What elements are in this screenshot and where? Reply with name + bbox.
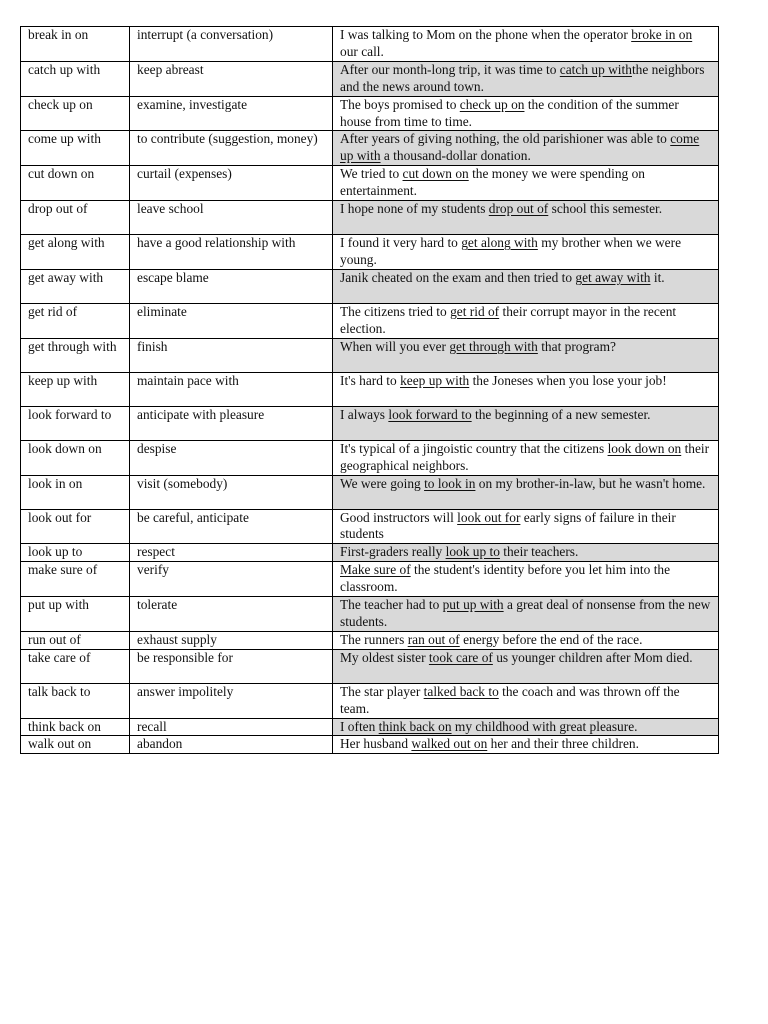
meaning-cell: recall [130,718,333,736]
meaning-cell: visit (somebody) [130,475,333,509]
example-cell [333,131,719,166]
example-text: energy before the end of the race. [459,631,643,647]
meaning-cell: eliminate [130,303,333,338]
example-text: the coach and was thrown off the team. [340,683,680,716]
example-text: early signs of failure in their students [340,509,676,542]
example-text: I always [340,406,389,422]
example-text: the money we were spending on entertainment. [340,166,645,199]
phrasal-verb-usage: talked back to [423,683,499,699]
example-cell [333,440,719,475]
example-text: it. [650,269,665,285]
phrasal-verb-cell: take care of [21,649,130,683]
example-cell [333,631,719,649]
example-text: I often [340,718,379,734]
phrasal-verb-cell: look in on [21,475,130,509]
table-row [21,562,719,597]
meaning-cell: finish [130,338,333,372]
example-cell [333,61,719,96]
example-cell [333,96,719,131]
example-cell [333,475,719,509]
example-text: It's hard to [340,372,401,388]
example-text: We were going [340,475,425,491]
phrasal-verb-usage: get along with [461,235,538,251]
example-cell [333,562,719,597]
phrasal-verb-cell: get along with [21,235,130,270]
phrasal-verb-usage: check up on [459,96,525,112]
example-text: It's typical of a jingoistic country that the citizens [340,440,608,456]
example-text: The runners [340,631,408,647]
table-row [21,235,719,270]
phrasal-verb-cell: come up with [21,131,130,166]
example-text: our call. [340,43,384,59]
example-cell [333,406,719,440]
example-text: Her husband [340,736,412,752]
phrasal-verb-cell: look up to [21,544,130,562]
phrasal-verb-cell: keep up with [21,372,130,406]
meaning-cell: exhaust supply [130,631,333,649]
phrasal-verb-cell: check up on [21,96,130,131]
meaning-cell: verify [130,562,333,597]
table-row [21,509,719,544]
example-text: the condition of the summer house from time to time. [340,96,679,129]
table-row [21,166,719,201]
phrasal-verb-usage: get rid of [450,303,500,319]
example-cell [333,201,719,235]
example-text: their teachers. [499,544,579,560]
example-cell [333,303,719,338]
example-text: my childhood with great pleasure. [451,718,638,734]
table-row [21,718,719,736]
example-text: Good instructors will [340,509,458,525]
meaning-cell: be responsible for [130,649,333,683]
example-text: a thousand-dollar donation. [380,148,531,164]
example-cell [333,718,719,736]
phrasal-verb-usage: walked out on [411,736,488,752]
example-text: my brother when we were young. [340,235,682,267]
meaning-cell: answer impolitely [130,683,333,718]
phrasal-verb-sheet [20,26,717,754]
phrasal-verb-usage: come up with [340,131,700,164]
example-text: school this semester. [548,201,663,217]
example-text: After years of giving nothing, the old parishioner was able to [340,131,671,147]
phrasal-verb-cell: cut down on [21,166,130,201]
meaning-cell: be careful, anticipate [130,509,333,544]
example-cell [333,235,719,270]
meaning-cell: have a good relationship with [130,235,333,270]
phrasal-verb-usage: get through with [449,338,538,354]
phrasal-verb-cell: put up with [21,597,130,632]
table-row [21,649,719,683]
table-row [21,131,719,166]
phrasal-verb-cell: get rid of [21,303,130,338]
meaning-cell: examine, investigate [130,96,333,131]
phrasal-verb-cell: talk back to [21,683,130,718]
table-row [21,61,719,96]
example-text: The boys promised to [340,96,460,112]
phrasal-verb-usage: get away with [575,269,651,285]
example-cell [333,649,719,683]
example-text: After our month-long trip, it was time to [340,61,560,77]
example-cell [333,269,719,303]
phrasal-verb-cell: make sure of [21,562,130,597]
example-text: I was talking to Mom on the phone when the operator [340,27,632,42]
phrasal-verb-usage: took care of [428,649,493,665]
meaning-cell: respect [130,544,333,562]
example-cell [333,372,719,406]
meaning-cell: leave school [130,201,333,235]
phrasal-verb-usage: think back on [378,718,452,734]
phrasal-verb-usage: keep up with [400,372,470,388]
phrasal-verb-usage: to look in [424,475,476,491]
example-cell [333,544,719,562]
table-row [21,406,719,440]
phrasal-verb-cell: think back on [21,718,130,736]
table-row [21,96,719,131]
example-text: that program? [537,338,616,354]
example-text: the neighbors and the news around town. [340,61,705,94]
example-text: Janik cheated on the exam and then tried to [340,269,576,285]
example-cell [333,597,719,632]
meaning-cell: despise [130,440,333,475]
meaning-cell: keep abreast [130,61,333,96]
phrasal-verb-cell: run out of [21,631,130,649]
table-row [21,631,719,649]
phrasal-verb-usage: catch up with [559,61,632,77]
meaning-cell: escape blame [130,269,333,303]
example-text: the beginning of a new semester. [471,406,651,422]
example-cell [333,166,719,201]
example-text: The citizens tried to [340,303,451,319]
phrasal-verb-table [20,26,719,754]
meaning-cell: tolerate [130,597,333,632]
meaning-cell: anticipate with pleasure [130,406,333,440]
phrasal-verb-usage: cut down on [402,166,469,182]
table-row [21,475,719,509]
example-text: When will you ever [340,338,450,354]
example-text: The star player [340,683,424,699]
table-row [21,27,719,62]
phrasal-verb-cell: break in on [21,27,130,62]
example-cell [333,683,719,718]
meaning-cell: interrupt (a conversation) [130,27,333,62]
example-text: My oldest sister [340,649,429,665]
table-row [21,736,719,754]
phrasal-verb-cell: look out for [21,509,130,544]
phrasal-verb-cell: drop out of [21,201,130,235]
table-row [21,440,719,475]
phrasal-verb-cell: look down on [21,440,130,475]
example-text: I hope none of my students [340,201,489,217]
phrasal-verb-usage: ran out of [407,631,460,647]
example-text: I found it very hard to [340,235,462,251]
example-text: us younger children after Mom died. [492,649,693,665]
example-cell [333,338,719,372]
example-text: the student's identity before you let him into the classroom. [340,562,671,595]
table-row [21,372,719,406]
phrasal-verb-cell: walk out on [21,736,130,754]
example-text: her and their three children. [487,736,639,752]
example-cell [333,509,719,544]
table-row [21,338,719,372]
meaning-cell: maintain pace with [130,372,333,406]
meaning-cell: abandon [130,736,333,754]
table-body [21,27,719,754]
table-row [21,201,719,235]
table-row [21,683,719,718]
phrasal-verb-usage: look down on [607,440,682,456]
table-row [21,303,719,338]
example-text: their geographical neighbors. [340,440,710,473]
example-text: The teacher had to [340,597,443,613]
phrasal-verb-usage: broke in on [631,27,693,42]
phrasal-verb-cell: look forward to [21,406,130,440]
phrasal-verb-usage: look up to [445,544,500,560]
example-text: First-graders really [340,544,446,560]
example-text: We tried to [340,166,403,182]
example-text: on my brother-in-law, but he wasn't home. [475,475,706,491]
table-row [21,597,719,632]
table-row [21,269,719,303]
example-text: the Joneses when you lose your job! [469,372,667,388]
example-cell [333,27,719,62]
example-text: their corrupt mayor in the recent election. [340,303,677,336]
phrasal-verb-cell: catch up with [21,61,130,96]
phrasal-verb-usage: look forward to [388,406,472,422]
phrasal-verb-usage: drop out of [488,201,549,217]
phrasal-verb-cell: get through with [21,338,130,372]
example-cell [333,736,719,754]
example-text: a great deal of nonsense from the new students. [340,597,711,629]
meaning-cell: to contribute (suggestion, money) [130,131,333,166]
phrasal-verb-usage: Make sure of [340,562,411,578]
phrasal-verb-cell: get away with [21,269,130,303]
phrasal-verb-usage: look out for [457,509,521,525]
phrasal-verb-usage: put up with [442,597,504,613]
table-row [21,544,719,562]
meaning-cell: curtail (expenses) [130,166,333,201]
